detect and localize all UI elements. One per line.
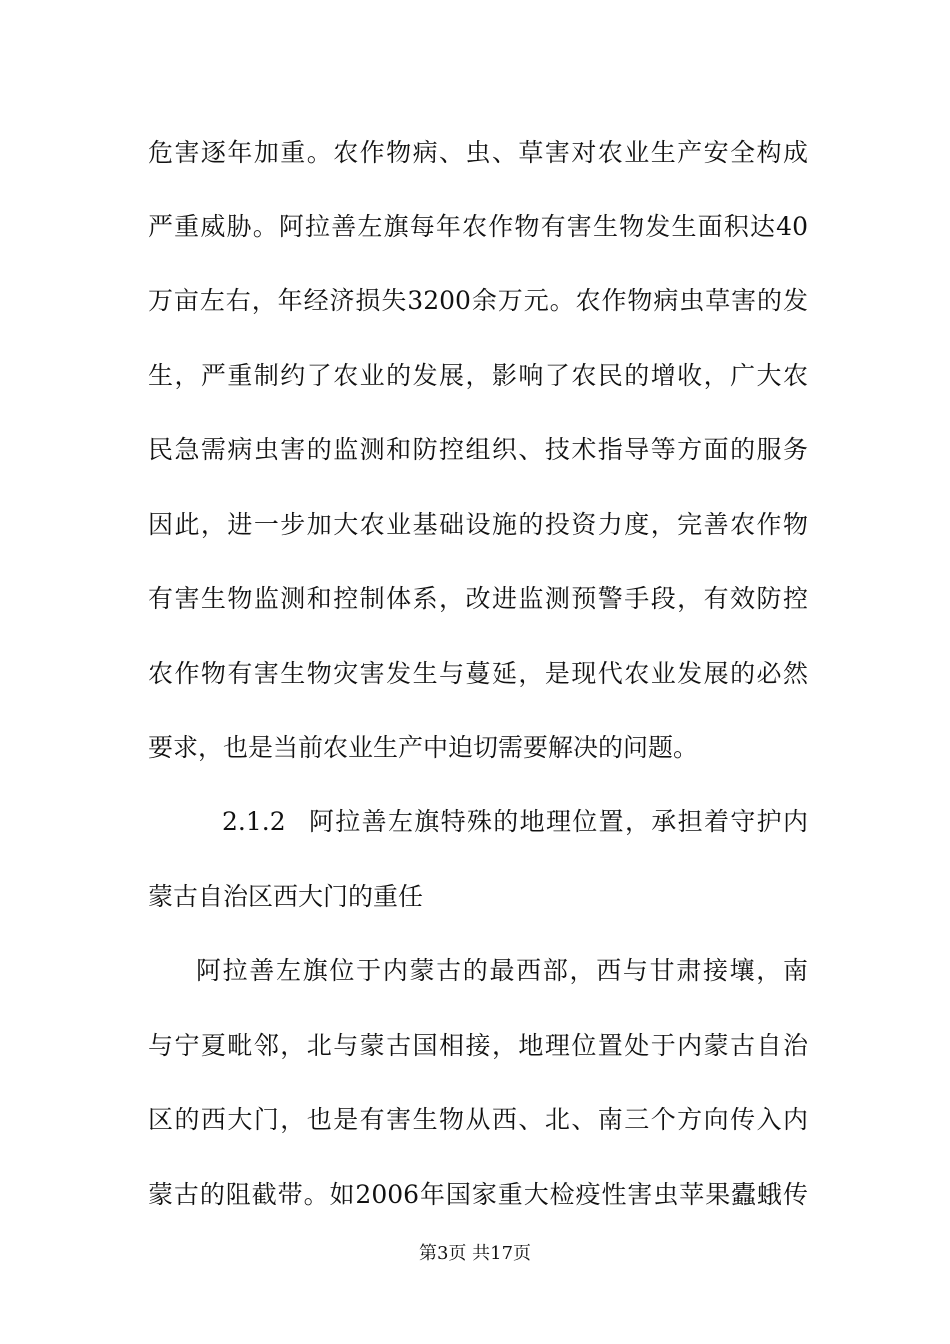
- paragraph-line: 生，严重制约了农业的发展，影响了农民的增收，广大农: [148, 361, 808, 390]
- section-title-line1: 阿拉善左旗特殊的地理位置，承担着守护内: [307, 807, 808, 836]
- paragraph-line: 有害生物监测和控制体系，改进监测预警手段，有效防控: [148, 584, 808, 613]
- paragraph-line: 农作物有害生物灾害发生与蔓延，是现代农业发展的必然: [148, 659, 808, 688]
- section-title-line2: 蒙古自治区西大门的重任: [148, 882, 424, 911]
- section-number: 2.1.2: [222, 807, 286, 836]
- section-heading: [222, 807, 808, 837]
- paragraph-line: 危害逐年加重。农作物病、虫、草害对农业生产安全构成: [148, 138, 808, 167]
- paragraph-line: 阿拉善左旗位于内蒙古的最西部，西与甘肃接壤，南: [196, 956, 808, 985]
- paragraph-line: 区的西大门，也是有害生物从西、北、南三个方向传入内: [148, 1105, 808, 1134]
- paragraph-line: 万亩左右，年经济损失3200余万元。农作物病虫草害的发: [148, 286, 808, 315]
- paragraph-line: 民急需病虫害的监测和防控组织、技术指导等方面的服务: [148, 435, 808, 464]
- paragraph-line: 因此，进一步加大农业基础设施的投资力度，完善农作物: [148, 510, 808, 539]
- paragraph-line: 与宁夏毗邻，北与蒙古国相接，地理位置处于内蒙古自治: [148, 1031, 808, 1060]
- paragraph-line: 蒙古的阻截带。如2006年国家重大检疫性害虫苹果蠹蛾传: [148, 1180, 808, 1209]
- paragraph-line: 要求，也是当前农业生产中迫切需要解决的问题。: [148, 733, 699, 762]
- page-number-footer: 第3页 共17页: [418, 1243, 532, 1264]
- paragraph-line: 严重威胁。阿拉善左旗每年农作物有害生物发生面积达40: [148, 212, 808, 241]
